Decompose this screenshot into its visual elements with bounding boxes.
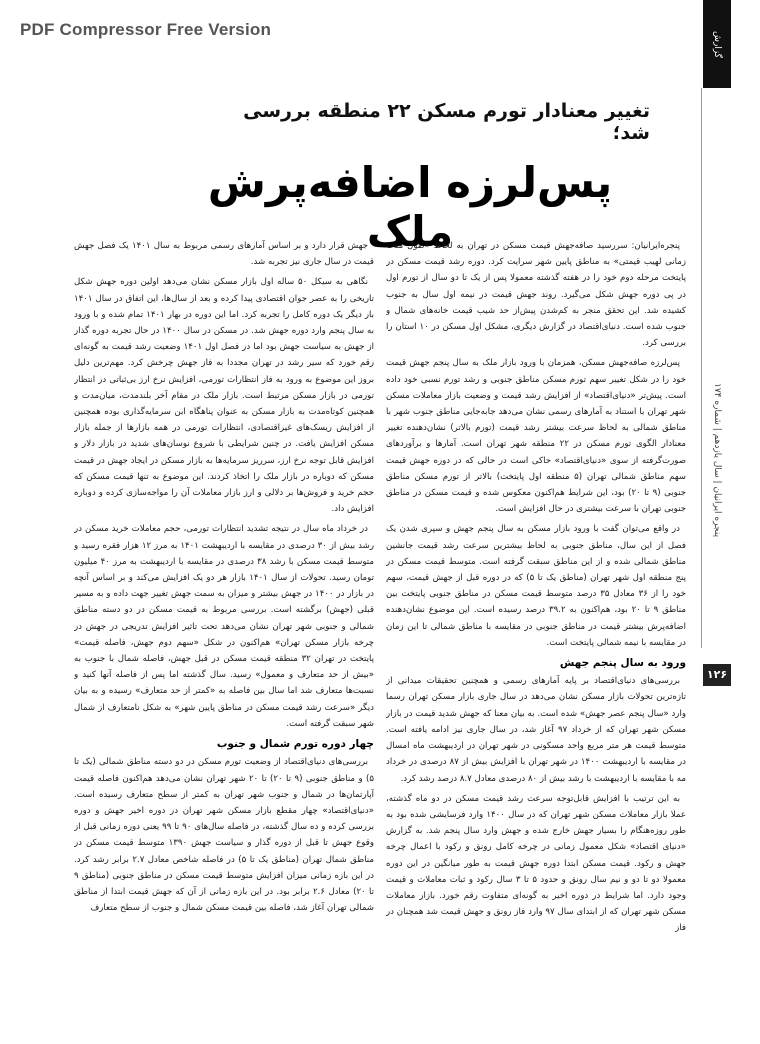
paragraph: پس‌لرزه صافه‌جهش مسکن، همزمان با ورود بازار ملک به سال پنجم جهش قیمت خود را در شکل تغییر سهم تورم مسکن مناطق جنوبی و رشد تورم نسبی خود داده است. پیش‌تر «دنیای‌اقتصاد» از افزایش رشد قیمت و وضعیت بازار معاملات مسکن شهر تهران با استناد به آمارهای رسمی نشان می‌دهد جابه‌جایی مناطق جنوب شهر با مناطق شمالی به لحاظ سرعت بیشتر رشد قیمت (تورم بالاتر) نشان‌دهنده تغییر معنادار الگوی تورم مسکن در ۲۲ منطقه شهر تهران است. آمارها و برآوردهای صورت‌گرفته از سوی «دنیای‌اقتصاد» حاکی است در حالی که در دوره جهش قیمت سهم مناطق شمالی تهران (۵ منطقه اول پایتخت) بالاتر از تورم مسکن مناطق جنوبی (۹ تا ۲۰) بود، این شرایط هم‌اکنون معکوس شده و قیمت مسکن در مناطق جنوبی تهران با سرعت بیشتری در حال افزایش است. bbox=[386, 358, 686, 515]
pre-title: تغییر معنادار تورم مسکن ۲۲ منطقه بررسی شد؛ bbox=[243, 100, 650, 144]
paragraph: بررسی‌های دنیای‌اقتصاد بر پایه آمارهای رسمی و همچنین تحقیقات میدانی از تازه‌ترین تحولات بازار مسکن نشان می‌دهد در سال جاری بازار مسکن تهران رسما وارد «سال پنجم عصر جهش» شده است. به بیان معنا که جهش شدید قیمت در بازار مسکن شهر تهران که از خرداد ۹۷ آغاز شد، در سال جاری نیز ادامه یافته است. متوسط قیمت هر متر مربع واحد مسکونی در شهر تهران در اردیبهشت ماه امسال در مقایسه با اردیبهشت ۱۴۰۰ در شهر تهران با افزایش بیش از ۸۷ درصدی در خرداد مه با مقایسه با اردیبهشت با رشد بیش از ۸۰ درصدی معادل ۸.۷ درصد رشد کرد. bbox=[386, 676, 686, 784]
section-heading: ورود به سال پنجم جهش bbox=[559, 657, 686, 670]
section-tab bbox=[703, 0, 731, 88]
watermark-text: PDF Compressor Free Version bbox=[20, 20, 272, 39]
paragraph: در خرداد ماه سال در نتیجه تشدید انتظارات تورمی، حجم معاملات خرید مسکن در رشد بیش از ۳۰ درصدی در مقایسه با اردیبهشت ۱۴۰۱ به مرز ۱۲ هزار فقره رسید و متوسط قیمت مسکن با رشد ۳۸ درصدی در مقایسه با اردیبهشت به مرز ۴۰ میلیون تومان رسید. تحولات از سال ۱۴۰۱ بازار هر دو یک افزایش می‌کند و بر اساس آنچه در بازار در ۱۴۰۰ در جهش بیشتر و میزان به سمت جهش تغییر جهت داده و به مسیر قبلی (جهش) برگشته است. بررسی مربوط به قیمت مسکن در دو دسته مناطق شمالی و جنوبی شهر تهران نشان می‌دهد تحت تاثیر افزایش تدریجی در جهش در چرخه بازار مسکن تهران» هم‌اکنون در شکل «سهم دوم جهش، فاصله قیمت» پایتخت در تهران ۳۲ منطقه قیمت مسکن در قبل جهش، فاصله شمال با جنوب به «بیش از حد متعارف و معمول» رسید. سال گذشته اما پس از فاصله آنها کنید و نسبت‌ها متعارف شد اما سال بین فاصله به «کمتر از حد متعارف» رسیده و به بیان دیگر «سرعت رشد قیمت مسکن در مناطق پایین شهر» به شکل نامتعارف از شمال شهر سبقت گرفته است. bbox=[74, 524, 374, 729]
paragraph: بررسی‌های دنیای‌اقتصاد از وضعیت تورم مسکن در دو دسته مناطق شمالی (یک تا ۵) و مناطق جنوبی (۹ تا ۲۰) تا ۲۰ شهر تهران نشان می‌دهد هم‌اکنون فاصله قیمت آپارتمان‌ها در شمال و جنوب شهر تهران به کمتر از سطح متعارف رسیده است. «دنیای‌اقتصاد» چهار مقطع بازار مسکن شهر تهران در دوره اخیر جهش و دوره بررسی کرده و ده سال گذشته، در فاصله سال‌های ۹۰ تا ۹۹ یعنی دوره زمانی قبل از وقوع جهش تا قبل از دوره گذار و سیاست جهش ۱۳۹۰ متوسط قیمت مسکن در مناطق شمال تهران (مناطق یک تا ۵) در فاصله شاخص معادل ۲.۷ برابر رشد کرد. در این بازه زمانی میزان افزایش متوسط قیمت مسکن در مناطق جنوبی (مناطق ۹ تا ۲۰) معادل ۲.۶ برابر بود. در این بازه زمانی از آن که جهش قیمت ابتدا از مناطق شمالی تهران آغاز شد، فاصله بین قیمت مسکن شمال و جنوب از سطح متعارف bbox=[74, 757, 374, 914]
page-number: ۱۲۶ bbox=[703, 664, 731, 686]
side-issue-label: پنجره ایرانیان | سال یازدهم | شماره ۱۷۴ bbox=[712, 382, 722, 538]
paragraph: پنجره‌ایرانیان: سررسید صافه‌جهش قیمت مسکن در تهران به لحاظ «طول مدت زمانی لهیب قیمتی» به مناطق پایین شهر سرایت کرد. دوره رشد قیمت مسکن در پایتخت مرحله دوم خود را در هفته گذشته معمولا پس از یک تا دو سال از تورم اول در پی دوره جهش شکل می‌گیرد. روند جهش قیمت در نیمه اول سال به جنوب کشیده شد. این تحقق منجر به کم‌شدن پیش‌از حد شیب قیمت خانه‌های شمال و جنوب شده است. دنیای‌اقتصاد در گزارش دیگری، مشکل اول مسکن در ۱۰ استان را بررسی کرد. bbox=[386, 241, 686, 349]
paragraph: به این ترتیب با افزایش قابل‌توجه سرعت رشد قیمت مسکن در دو ماه گذشته، عملا بازار معاملات مسکن شهر تهران که در سال ۱۴۰۰ وارد فرسایشی شده بود به طور روزه‌هنگام را بسیار جهش خارج شده و جهش وارد سال پنجم شد. به گزارش «دنیای اقتصاد» شکل معمول زمانی در چرخه کامل رونق و رکود با اعمال چرخه جهش و رکود. قیمت مسکن ابتدا دوره جهش قیمت به طور میانگین در این دوره معمولا دو تا دو و نیم سال رونق و حدود ۵ تا ۳ سال رکود و ثبات معاملات و قیمت وجود دارد. اما شرایط در دوره اخیر به گونه‌ای متفاوت رقم خورد. بازار معاملات مسکن شهر تهران که از ابتدای سال ۹۷ وارد فاز رونق و جهش قیمت شد همچنان در فاز bbox=[386, 793, 686, 934]
paragraph: در واقع می‌توان گفت با ورود بازار مسکن به سال پنجم جهش و سپری شدن یک فصل از این سال، مناطق جنوبی به لحاظ بیشترین سرعت رشد قیمت جانشین مناطق شمالی شده و از این مناطق سبقت گرفته است. متوسط قیمت مسکن در پنج منطقه اول شهر تهران (مناطق یک تا ۵) که در دوره قبل از جهش قیمت، سهم خود را از ۳۶ معادل ۳۵ درصد متوسط قیمت مسکن در مناطق جنوبی پایتخت بین مناطق ۹ تا ۲۰ بود، هم‌اکنون به ۳۹.۲ درصد رسیده است. این موضوع نشان‌دهنده اضافه‌پرش بیشتر قیمت در مناطق جنوبی در مقایسه با مناطق شمالی تا این زمان در مقایسه با نیمه شمالی پایتخت است. bbox=[386, 524, 686, 648]
article-column-left bbox=[74, 238, 374, 1028]
paragraph: جهش قرار دارد و بر اساس آمارهای رسمی مربوط به سال ۱۴۰۱ یک فصل جهش قیمت در سال جاری نیز تجربه شد. bbox=[74, 241, 374, 268]
margin-rule bbox=[701, 88, 702, 648]
article-column-right bbox=[386, 238, 686, 1028]
section-heading: چهار دوره تورم شمال و جنوب bbox=[216, 738, 374, 751]
section-tab-label: گزارش bbox=[712, 31, 722, 59]
page-title: پس‌لرزه اضافه‌پرش ملک bbox=[207, 158, 613, 256]
paragraph: نگاهی به سیکل ۵۰ ساله اول بازار مسکن نشان می‌دهد اولین دوره جهش شکل تاریخی را به عصر جوان اقتصادی پیدا کرده و بعد از سال‌ها، این اتفاق در سال ۱۴۰۱ بار دیگر یک دوره کامل را تجربه کرد. اما این دوره در بهار ۱۴۰۱ تمام شده و با ورود به سال پنجم وارد دوره جهش شد. در مسکن در سال ۱۴۰۰ در حال تجربه دوره گذار از جهش به سیاست جهش بود اما در فصل اول ۱۴۰۱ وضعیت رشد قیمت به گونه‌ای رقم خورد که سیر رشد در تهران مجددا به فاز جهش چرخش کرد. مهم‌ترین دلیل بروز این موضوع به ورود به فاز انتظارات تورمی، افزایش نرخ ارز بی‌ثباتی در انتظار تورمی در بازار مسکن مرتبط است. بازار ملک در مقام آخر بلندمدت، میان‌مدت و همچنین کوتاه‌مدت به بازار مسکن به عنوان پناهگاه ابن سرمایه‌گذاری بوده همچنین از افزایش ریسک‌های غیراقتصادی، انتظارات تورمی در همه بازارها از جمله بازار مسکن افزایش یافت. در چنین شرایطی با شروع نوسان‌های شدید در بازار دلار و افزایش قابل توجه نرخ ارز، سرریز سرمایه‌ها به بازار مسکن در ایجاد جهش در قیمت مسکن که دوباره در بازار ملک را اتخاذ کردند. این موضوع به تنها قیمت مسکن که حجم خرید و فروش‌ها بر دلالی و ارز بازار معاملات آن را مواجه‌سازی کرده و دوباره افزایش داد. bbox=[74, 277, 374, 515]
